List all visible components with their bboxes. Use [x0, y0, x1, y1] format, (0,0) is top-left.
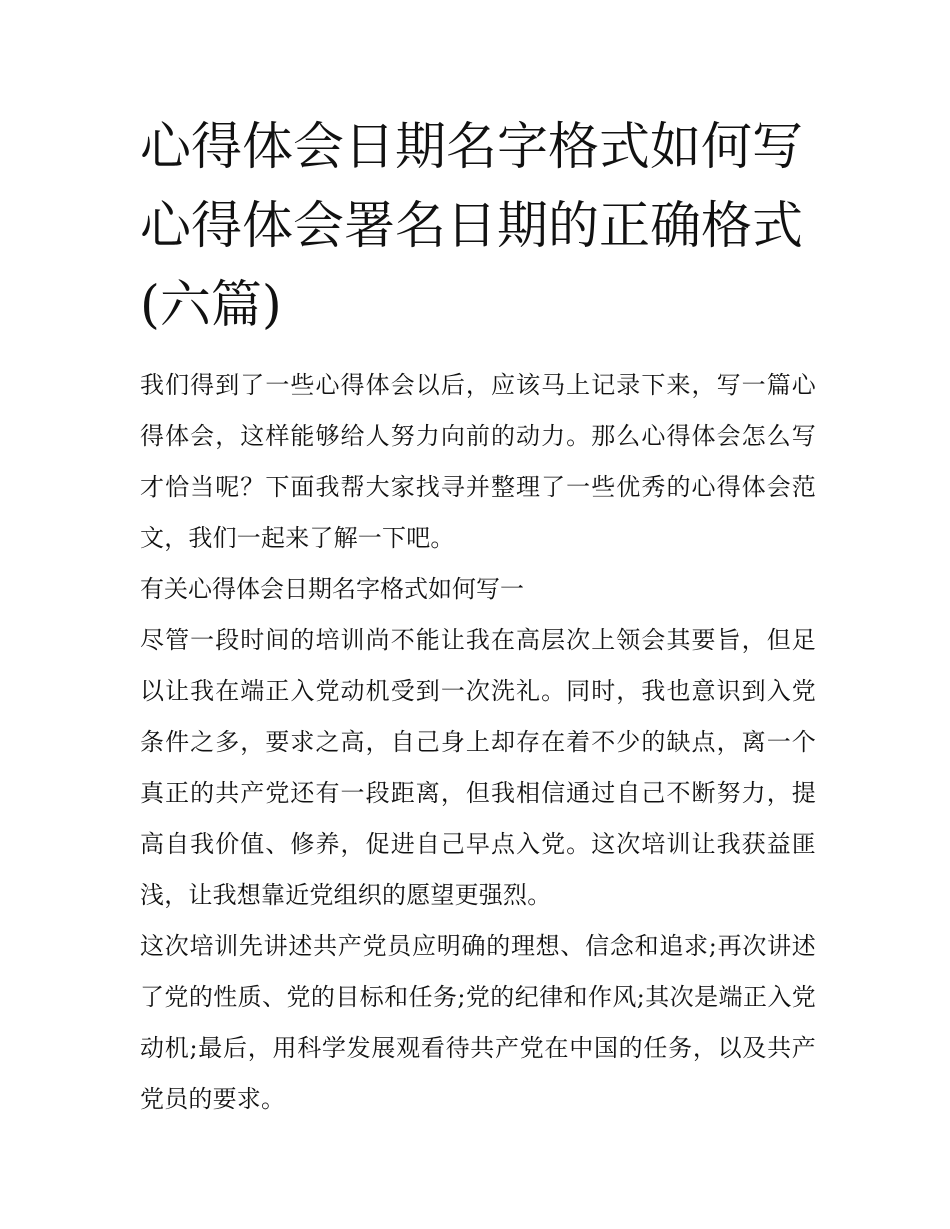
intro-paragraph: 我们得到了一些心得体会以后，应该马上记录下来，写一篇心得体会，这样能够给人努力向前的动力。那么心得体会怎么写才恰当呢？下面我帮大家找寻并整理了一些优秀的心得体会范文，我们一起来了解一下吧。 [140, 371, 816, 552]
document-page [140, 108, 816, 1125]
section-heading: 有关心得体会日期名字格式如何写一 [140, 575, 524, 603]
title-line-2: 心得体会署名日期的正确格式 [140, 197, 804, 256]
document-title [140, 108, 816, 345]
body-paragraph-2: 这次培训先讲述共产党员应明确的理想、信念和追求;再次讲述了党的性质、党的目标和任务;党的纪律和作风;其次是端正入党动机;最后，用科学发展观看待共产党在中国的任务，以及共产党员的要求。 [140, 932, 816, 1113]
title-line-1: 心得体会日期名字格式如何写 [140, 118, 804, 177]
body-paragraph-1: 尽管一段时间的培训尚不能让我在高层次上领会其要旨，但足以让我在端正入党动机受到一次洗礼。同时，我也意识到入党条件之多，要求之高，自己身上却存在着不少的缺点，离一个真正的共产党还有一段距离，但我相信通过自己不断努力，提高自我价值、修养，促进自己早点入党。这次培训让我获益匪浅，让我想靠近党组织的愿望更强烈。 [140, 626, 816, 909]
title-line-3: (六篇) [140, 276, 282, 335]
